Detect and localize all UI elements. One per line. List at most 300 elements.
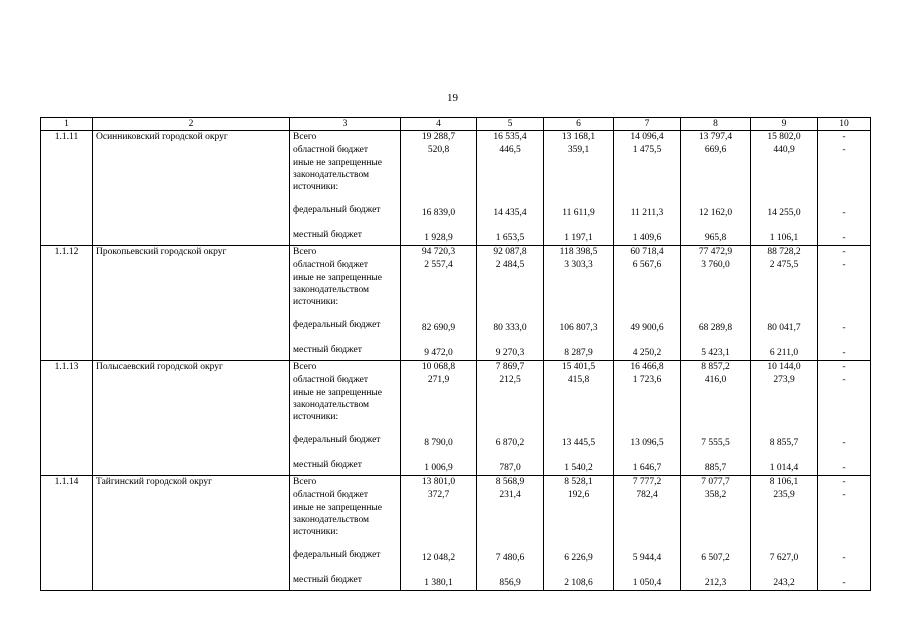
blank (480, 528, 540, 541)
blank (684, 272, 747, 285)
spacer (684, 450, 747, 462)
municipality-name: Полысаевский городской округ (93, 361, 290, 476)
value-federal: 7 627,0 (769, 553, 799, 563)
spacer (547, 565, 610, 577)
blank (821, 528, 867, 541)
blank (547, 528, 610, 541)
value-federal: 13 445,5 (561, 438, 596, 448)
spacer (754, 565, 814, 577)
value-cell (544, 131, 614, 246)
blank (754, 298, 814, 311)
value-local: - (842, 233, 846, 243)
value-federal: 106 807,3 (559, 323, 598, 333)
value-regional: 273,9 (773, 375, 795, 385)
value-federal: 13 096,5 (630, 438, 664, 448)
value-total: 7 869,7 (495, 362, 525, 372)
blank (404, 413, 473, 426)
blank (480, 298, 540, 311)
value-total: 13 797,4 (698, 132, 733, 142)
value-local: 1 646,7 (632, 463, 662, 473)
source-federal: федеральный бюджет (293, 550, 381, 560)
funding-sources (290, 131, 401, 246)
blank (684, 502, 747, 515)
value-federal: - (842, 208, 846, 218)
value-total: 15 401,5 (561, 362, 596, 372)
spacer (754, 311, 814, 322)
value-cell (818, 131, 871, 246)
spacer (821, 541, 867, 552)
blank (617, 528, 677, 541)
value-cell (614, 476, 681, 591)
blank (754, 413, 814, 426)
row-code: 1.1.11 (41, 131, 93, 246)
blank (480, 157, 540, 170)
value-federal: 11 211,3 (630, 208, 664, 218)
blank (617, 170, 677, 183)
blank (480, 387, 540, 400)
value-federal: 7 555,5 (701, 438, 730, 448)
spacer (404, 541, 473, 552)
table-row (41, 476, 871, 591)
spacer (404, 196, 473, 207)
blank (684, 515, 747, 528)
value-federal: 5 944,4 (632, 553, 662, 563)
blank (821, 170, 867, 183)
source-local: местный бюджет (293, 575, 362, 585)
value-local: 787,0 (499, 463, 521, 473)
blank (754, 183, 814, 196)
blank (684, 170, 747, 183)
source-total: Всего (293, 247, 317, 257)
spacer (293, 217, 397, 229)
value-cell (401, 131, 477, 246)
value-local: 1 409,6 (632, 233, 662, 243)
spacer (480, 311, 540, 322)
value-local: 4 250,2 (632, 348, 662, 358)
blank (754, 515, 814, 528)
spacer (684, 220, 747, 232)
blank (404, 528, 473, 541)
blank (404, 170, 473, 183)
row-code: 1.1.12 (41, 246, 93, 361)
spacer (821, 220, 867, 232)
blank (547, 515, 610, 528)
spacer (617, 541, 677, 552)
blank (754, 272, 814, 285)
source-local: местный бюджет (293, 460, 362, 470)
column-header: 9 (751, 118, 818, 131)
spacer (547, 196, 610, 207)
source-other-line2: законодательством (293, 515, 370, 525)
value-cell (818, 361, 871, 476)
value-total: 88 728,2 (767, 247, 801, 257)
spacer (617, 196, 677, 207)
value-regional: 3 303,3 (564, 260, 593, 270)
spacer (480, 426, 540, 437)
value-local: 6 211,0 (769, 348, 799, 358)
blank (547, 170, 610, 183)
value-federal: 14 435,4 (493, 208, 527, 218)
table-row (41, 361, 871, 476)
source-federal: федеральный бюджет (293, 320, 381, 330)
column-header: 6 (544, 118, 614, 131)
value-local: 8 287,9 (564, 348, 593, 358)
source-other-line3: источники: (293, 297, 339, 307)
blank (821, 387, 867, 400)
value-total: 10 144,0 (767, 362, 801, 372)
value-total: - (842, 247, 846, 257)
spacer (480, 565, 540, 577)
blank (404, 387, 473, 400)
source-regional: областной бюджет (293, 375, 369, 385)
blank (821, 502, 867, 515)
spacer (404, 450, 473, 462)
spacer (480, 450, 540, 462)
source-regional: областной бюджет (293, 490, 369, 500)
funding-sources (290, 476, 401, 591)
blank (684, 157, 747, 170)
source-other-line3: источники: (293, 182, 339, 192)
value-cell (818, 476, 871, 591)
value-local: 1 050,4 (632, 578, 662, 588)
blank (821, 413, 867, 426)
value-federal: 49 900,6 (630, 323, 664, 333)
source-other-line2: законодательством (293, 285, 370, 295)
value-local: 1 106,1 (769, 233, 799, 243)
value-regional: 1 723,6 (632, 375, 662, 385)
blank (754, 285, 814, 298)
blank (754, 528, 814, 541)
municipality-name: Тайгинский городской округ (93, 476, 290, 591)
spacer (404, 311, 473, 322)
spacer (684, 565, 747, 577)
spacer (293, 538, 397, 549)
value-total: 77 472,9 (698, 247, 733, 257)
blank (684, 298, 747, 311)
value-regional: 2 484,5 (495, 260, 525, 270)
blank (547, 183, 610, 196)
source-federal: федеральный бюджет (293, 205, 381, 215)
column-header: 5 (477, 118, 544, 131)
blank (821, 157, 867, 170)
blank (821, 400, 867, 413)
value-cell (477, 476, 544, 591)
value-local: 1 380,1 (424, 578, 453, 588)
value-federal: - (842, 553, 846, 563)
value-local: 856,9 (499, 578, 521, 588)
value-local: 212,3 (704, 578, 727, 588)
value-regional: 440,9 (773, 145, 795, 155)
blank (547, 502, 610, 515)
spacer (293, 332, 397, 344)
source-other-line3: источники: (293, 412, 339, 422)
spacer (821, 196, 867, 207)
blank (547, 400, 610, 413)
blank (821, 285, 867, 298)
spacer (684, 311, 747, 322)
source-federal: федеральный бюджет (293, 435, 381, 445)
source-total: Всего (293, 362, 317, 372)
source-other-line1: иные не запрещенные (293, 388, 383, 398)
spacer (754, 335, 814, 347)
spacer (480, 541, 540, 552)
column-header: 1 (41, 118, 93, 131)
value-total: 13 801,0 (421, 477, 456, 487)
spacer (821, 565, 867, 577)
blank (617, 515, 677, 528)
value-federal: 8 790,0 (424, 438, 453, 448)
value-total: - (842, 132, 846, 142)
spacer (293, 193, 397, 204)
blank (617, 502, 677, 515)
source-other-line1: иные не запрещенные (293, 158, 383, 168)
value-total: 92 087,8 (493, 247, 527, 257)
blank (547, 298, 610, 311)
value-cell (544, 246, 614, 361)
column-header: 4 (401, 118, 477, 131)
value-federal: - (842, 323, 846, 333)
value-cell (751, 246, 818, 361)
value-regional: 231,4 (499, 490, 521, 500)
spacer (821, 311, 867, 322)
value-regional: 2 557,4 (424, 260, 453, 270)
value-local: 885,7 (704, 463, 727, 473)
value-cell (751, 131, 818, 246)
blank (480, 183, 540, 196)
blank (821, 183, 867, 196)
spacer (404, 426, 473, 437)
value-local: 243,2 (773, 578, 795, 588)
blank (404, 515, 473, 528)
source-total: Всего (293, 132, 317, 142)
spacer (821, 450, 867, 462)
value-local: 1 197,1 (564, 233, 593, 243)
blank (547, 285, 610, 298)
value-regional: - (842, 490, 846, 500)
value-federal: 6 226,9 (564, 553, 593, 563)
header-row (41, 118, 871, 131)
source-local: местный бюджет (293, 345, 362, 355)
value-regional: 372,7 (427, 490, 450, 500)
blank (821, 298, 867, 311)
blank (480, 502, 540, 515)
blank (684, 183, 747, 196)
municipality-name: Осинниковский городской округ (93, 131, 290, 246)
value-federal: 80 041,7 (767, 323, 801, 333)
value-regional: 669,6 (704, 145, 727, 155)
blank (480, 413, 540, 426)
blank (547, 413, 610, 426)
value-cell (477, 246, 544, 361)
blank (404, 400, 473, 413)
value-regional: 359,1 (567, 145, 590, 155)
value-cell (614, 246, 681, 361)
blank (821, 272, 867, 285)
value-total: 7 077,7 (701, 477, 730, 487)
spacer (293, 423, 397, 434)
spacer (821, 426, 867, 437)
spacer (754, 426, 814, 437)
value-regional: 235,9 (773, 490, 795, 500)
spacer (617, 565, 677, 577)
value-local: - (842, 578, 846, 588)
value-cell (401, 246, 477, 361)
value-regional: 212,5 (499, 375, 521, 385)
value-cell (818, 246, 871, 361)
blank (404, 157, 473, 170)
spacer (754, 220, 814, 232)
spacer (754, 196, 814, 207)
blank (684, 413, 747, 426)
value-local: 1 653,5 (495, 233, 525, 243)
spacer (547, 335, 610, 347)
spacer (684, 196, 747, 207)
blank (754, 400, 814, 413)
blank (617, 285, 677, 298)
source-other-line3: источники: (293, 527, 339, 537)
blank (754, 387, 814, 400)
blank (480, 170, 540, 183)
source-regional: областной бюджет (293, 145, 369, 155)
column-header: 3 (290, 118, 401, 131)
column-header: 2 (93, 118, 290, 131)
spacer (480, 335, 540, 347)
blank (754, 502, 814, 515)
row-code: 1.1.14 (41, 476, 93, 591)
blank (404, 272, 473, 285)
value-total: 8 106,1 (769, 477, 799, 487)
spacer (547, 220, 610, 232)
spacer (754, 450, 814, 462)
blank (617, 157, 677, 170)
blank (480, 272, 540, 285)
value-local: 1 928,9 (424, 233, 453, 243)
value-local: 1 006,9 (424, 463, 453, 473)
funding-sources (290, 361, 401, 476)
value-total: 8 857,2 (701, 362, 730, 372)
source-other-line1: иные не запрещенные (293, 503, 383, 513)
blank (547, 272, 610, 285)
value-regional: 416,0 (704, 375, 727, 385)
value-cell (681, 361, 751, 476)
value-cell (401, 361, 477, 476)
blank (547, 387, 610, 400)
spacer (547, 311, 610, 322)
blank (754, 157, 814, 170)
blank (480, 400, 540, 413)
table-row (41, 131, 871, 246)
spacer (617, 220, 677, 232)
value-total: 94 720,3 (421, 247, 456, 257)
value-federal: 80 333,0 (493, 323, 527, 333)
value-local: 2 108,6 (564, 578, 593, 588)
spacer (547, 426, 610, 437)
blank (404, 502, 473, 515)
value-regional: 1 475,5 (632, 145, 662, 155)
blank (404, 285, 473, 298)
spacer (617, 450, 677, 462)
spacer (404, 220, 473, 232)
value-cell (681, 476, 751, 591)
blank (684, 400, 747, 413)
spacer (293, 308, 397, 319)
value-federal: 11 611,9 (562, 208, 595, 218)
value-federal: 12 162,0 (698, 208, 733, 218)
value-total: 19 288,7 (421, 132, 456, 142)
table-row (41, 246, 871, 361)
value-local: 9 472,0 (424, 348, 453, 358)
budget-table (40, 117, 871, 591)
value-federal: 82 690,9 (421, 323, 456, 333)
source-local: местный бюджет (293, 230, 362, 240)
value-federal: 7 480,6 (495, 553, 525, 563)
spacer (617, 426, 677, 437)
value-regional: 271,9 (427, 375, 450, 385)
spacer (684, 541, 747, 552)
blank (684, 528, 747, 541)
blank (617, 272, 677, 285)
value-federal: 8 855,7 (769, 438, 799, 448)
value-cell (681, 131, 751, 246)
value-total: 14 096,4 (630, 132, 664, 142)
value-local: - (842, 348, 846, 358)
spacer (293, 447, 397, 459)
source-other-line1: иные не запрещенные (293, 273, 383, 283)
spacer (684, 335, 747, 347)
column-header: 8 (681, 118, 751, 131)
value-regional: 446,5 (499, 145, 521, 155)
blank (617, 400, 677, 413)
value-regional: - (842, 145, 846, 155)
value-local: 965,8 (704, 233, 727, 243)
spacer (293, 562, 397, 574)
blank (547, 157, 610, 170)
funding-sources (290, 246, 401, 361)
spacer (404, 565, 473, 577)
value-total: 60 718,4 (630, 247, 664, 257)
blank (684, 285, 747, 298)
spacer (617, 335, 677, 347)
spacer (754, 541, 814, 552)
value-total: - (842, 477, 846, 487)
value-local: 1 540,2 (564, 463, 593, 473)
value-regional: 415,8 (567, 375, 590, 385)
value-regional: 2 475,5 (769, 260, 799, 270)
spacer (480, 220, 540, 232)
value-federal: 12 048,2 (421, 553, 456, 563)
value-federal: 6 507,2 (701, 553, 730, 563)
value-regional: 520,8 (427, 145, 450, 155)
value-local: 9 270,3 (495, 348, 525, 358)
source-regional: областной бюджет (293, 260, 369, 270)
value-federal: 68 289,8 (698, 323, 733, 333)
source-other-line2: законодательством (293, 170, 370, 180)
blank (821, 515, 867, 528)
value-local: 1 014,4 (769, 463, 799, 473)
value-regional: - (842, 260, 846, 270)
value-cell (477, 361, 544, 476)
value-total: - (842, 362, 846, 372)
value-regional: 192,6 (567, 490, 590, 500)
column-header: 10 (818, 118, 871, 131)
value-total: 16 535,4 (493, 132, 527, 142)
blank (480, 285, 540, 298)
value-federal: - (842, 438, 846, 448)
value-local: 5 423,1 (701, 348, 730, 358)
value-cell (544, 361, 614, 476)
value-regional: - (842, 375, 846, 385)
blank (617, 183, 677, 196)
